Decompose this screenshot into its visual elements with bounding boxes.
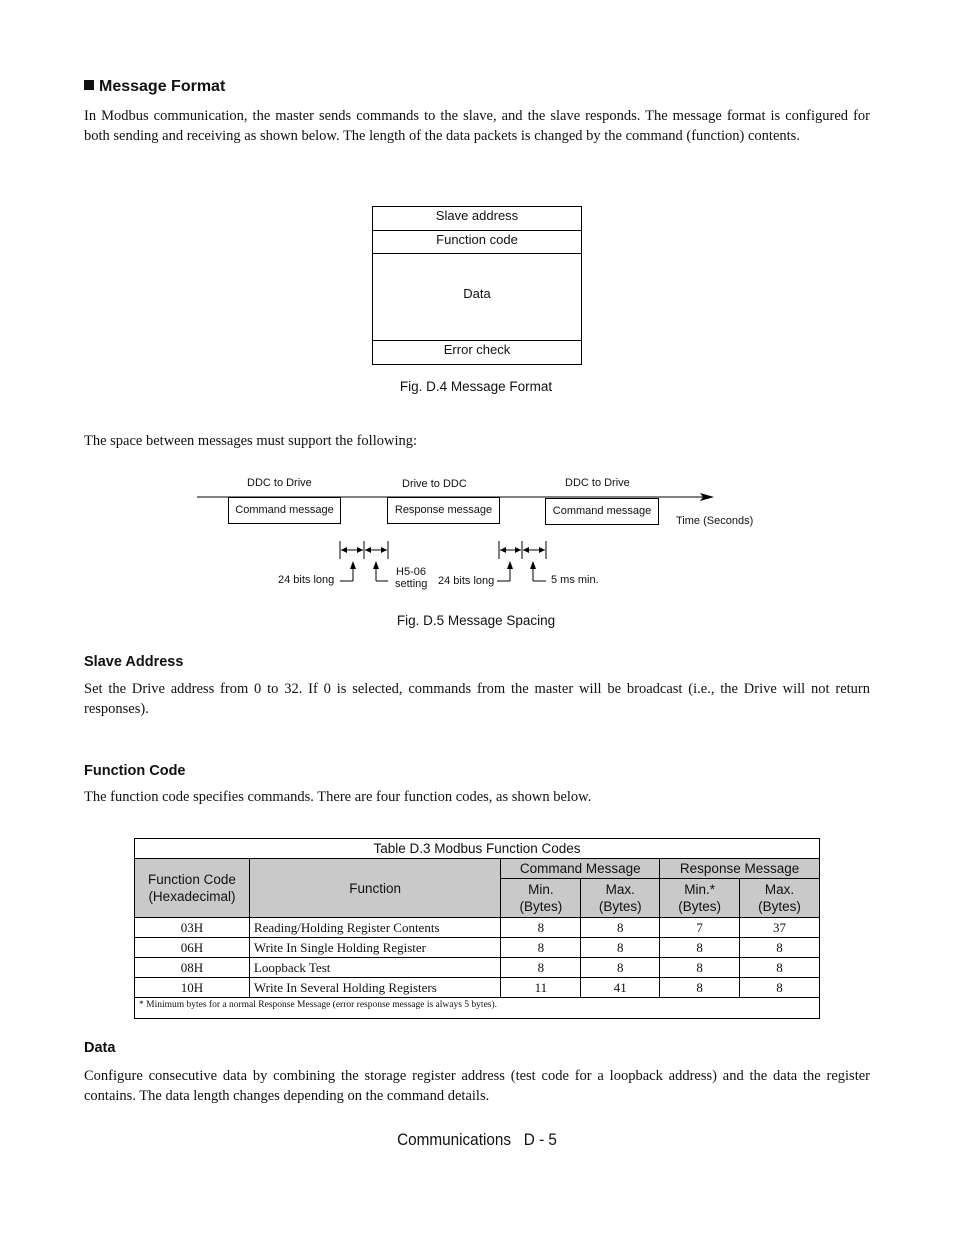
data-text: Configure consecutive data by combining the storage register address (test code for a loopback address) and the data the register contains. The data length changes depending on the command details. <box>84 1068 870 1104</box>
cell-cmd-min: 8 <box>501 938 581 958</box>
h5-06-setting-label: H5-06 setting <box>395 566 428 590</box>
row-slave-address: Slave address <box>373 207 581 231</box>
cell-rsp-max: 8 <box>740 938 820 958</box>
row-data: Data <box>373 254 581 341</box>
row-function-code: Function code <box>373 231 581 254</box>
intro-paragraph: In Modbus communication, the master sends commands to the slave, and the slave responds. The message format is configured for both sending and receiving as shown below. The length of the data packets is changed by the command (function) contents. <box>84 108 870 144</box>
table-row <box>135 938 820 958</box>
label-ddc-to-drive-1: DDC to Drive <box>247 477 312 489</box>
cell-cmd-max: 8 <box>581 958 660 978</box>
command-message-box-1: Command message <box>228 497 341 524</box>
cell-rsp-max: 8 <box>740 978 820 998</box>
table-row <box>135 978 820 998</box>
command-message-box-2: Command message <box>545 498 659 525</box>
function-code-text: The function code specifies commands. There are four function codes, as shown below. <box>84 789 592 805</box>
table-row <box>135 918 820 938</box>
slave-address-heading: Slave Address <box>84 654 184 670</box>
message-spacing-diagram <box>190 470 770 600</box>
time-axis-label: Time (Seconds) <box>676 515 754 527</box>
cell-cmd-min: 11 <box>501 978 581 998</box>
cell-rsp-max: 37 <box>740 918 820 938</box>
cell-function: Write In Several Holding Registers <box>249 978 501 998</box>
header-response-message: Response Message <box>660 859 820 879</box>
cell-code: 10H <box>135 978 250 998</box>
cell-rsp-min: 8 <box>660 978 740 998</box>
cell-rsp-min: 8 <box>660 958 740 978</box>
cell-function: Reading/Holding Register Contents <box>249 918 501 938</box>
header-command-message: Command Message <box>501 859 660 879</box>
cell-cmd-max: 41 <box>581 978 660 998</box>
cell-code: 06H <box>135 938 250 958</box>
header-rsp-min: Min.* (Bytes) <box>660 879 740 918</box>
cell-function: Write In Single Holding Register <box>249 938 501 958</box>
table-title: Table D.3 Modbus Function Codes <box>135 839 820 859</box>
slave-address-text: Set the Drive address from 0 to 32. If 0 is selected, commands from the master will be broadcast (i.e., the Drive will not return responses). <box>84 681 870 717</box>
bits-label-2: 24 bits long <box>438 575 495 587</box>
header-function-code: Function Code (Hexadecimal) <box>135 859 250 918</box>
function-code-heading: Function Code <box>84 763 186 779</box>
header-rsp-max: Max. (Bytes) <box>740 879 820 918</box>
header-cmd-max: Max. (Bytes) <box>581 879 660 918</box>
cell-cmd-max: 8 <box>581 918 660 938</box>
table-row <box>135 958 820 978</box>
cell-rsp-min: 8 <box>660 938 740 958</box>
cell-function: Loopback Test <box>249 958 501 978</box>
data-heading: Data <box>84 1040 116 1056</box>
min-time-label: 5 ms min. <box>551 574 599 586</box>
figure-caption-d5: Fig. D.5 Message Spacing <box>396 613 556 628</box>
response-message-box: Response message <box>387 497 500 524</box>
bits-label-1: 24 bits long <box>278 574 335 586</box>
square-bullet-icon <box>84 80 94 90</box>
cell-code: 03H <box>135 918 250 938</box>
row-error-check: Error check <box>443 342 511 357</box>
section-heading: Message Format <box>84 78 225 96</box>
label-ddc-to-drive-2: DDC to Drive <box>565 477 630 489</box>
cell-cmd-min: 8 <box>501 958 581 978</box>
header-cmd-min: Min. (Bytes) <box>501 879 581 918</box>
label-drive-to-ddc: Drive to DDC <box>402 478 467 490</box>
cell-cmd-min: 8 <box>501 918 581 938</box>
cell-rsp-min: 7 <box>660 918 740 938</box>
message-format-diagram <box>372 206 582 365</box>
header-function: Function <box>249 859 501 918</box>
cell-code: 08H <box>135 958 250 978</box>
figure-caption-d4: Fig. D.4 Message Format <box>399 379 553 394</box>
function-code-table <box>134 838 820 1019</box>
page-footer: Communications D - 5 <box>397 1130 557 1149</box>
table-footnote: * Minimum bytes for a normal Response Message (error response message is always 5 bytes). <box>135 998 820 1019</box>
cell-rsp-max: 8 <box>740 958 820 978</box>
cell-cmd-max: 8 <box>581 938 660 958</box>
spacing-intro: The space between messages must support the following: <box>84 433 418 449</box>
